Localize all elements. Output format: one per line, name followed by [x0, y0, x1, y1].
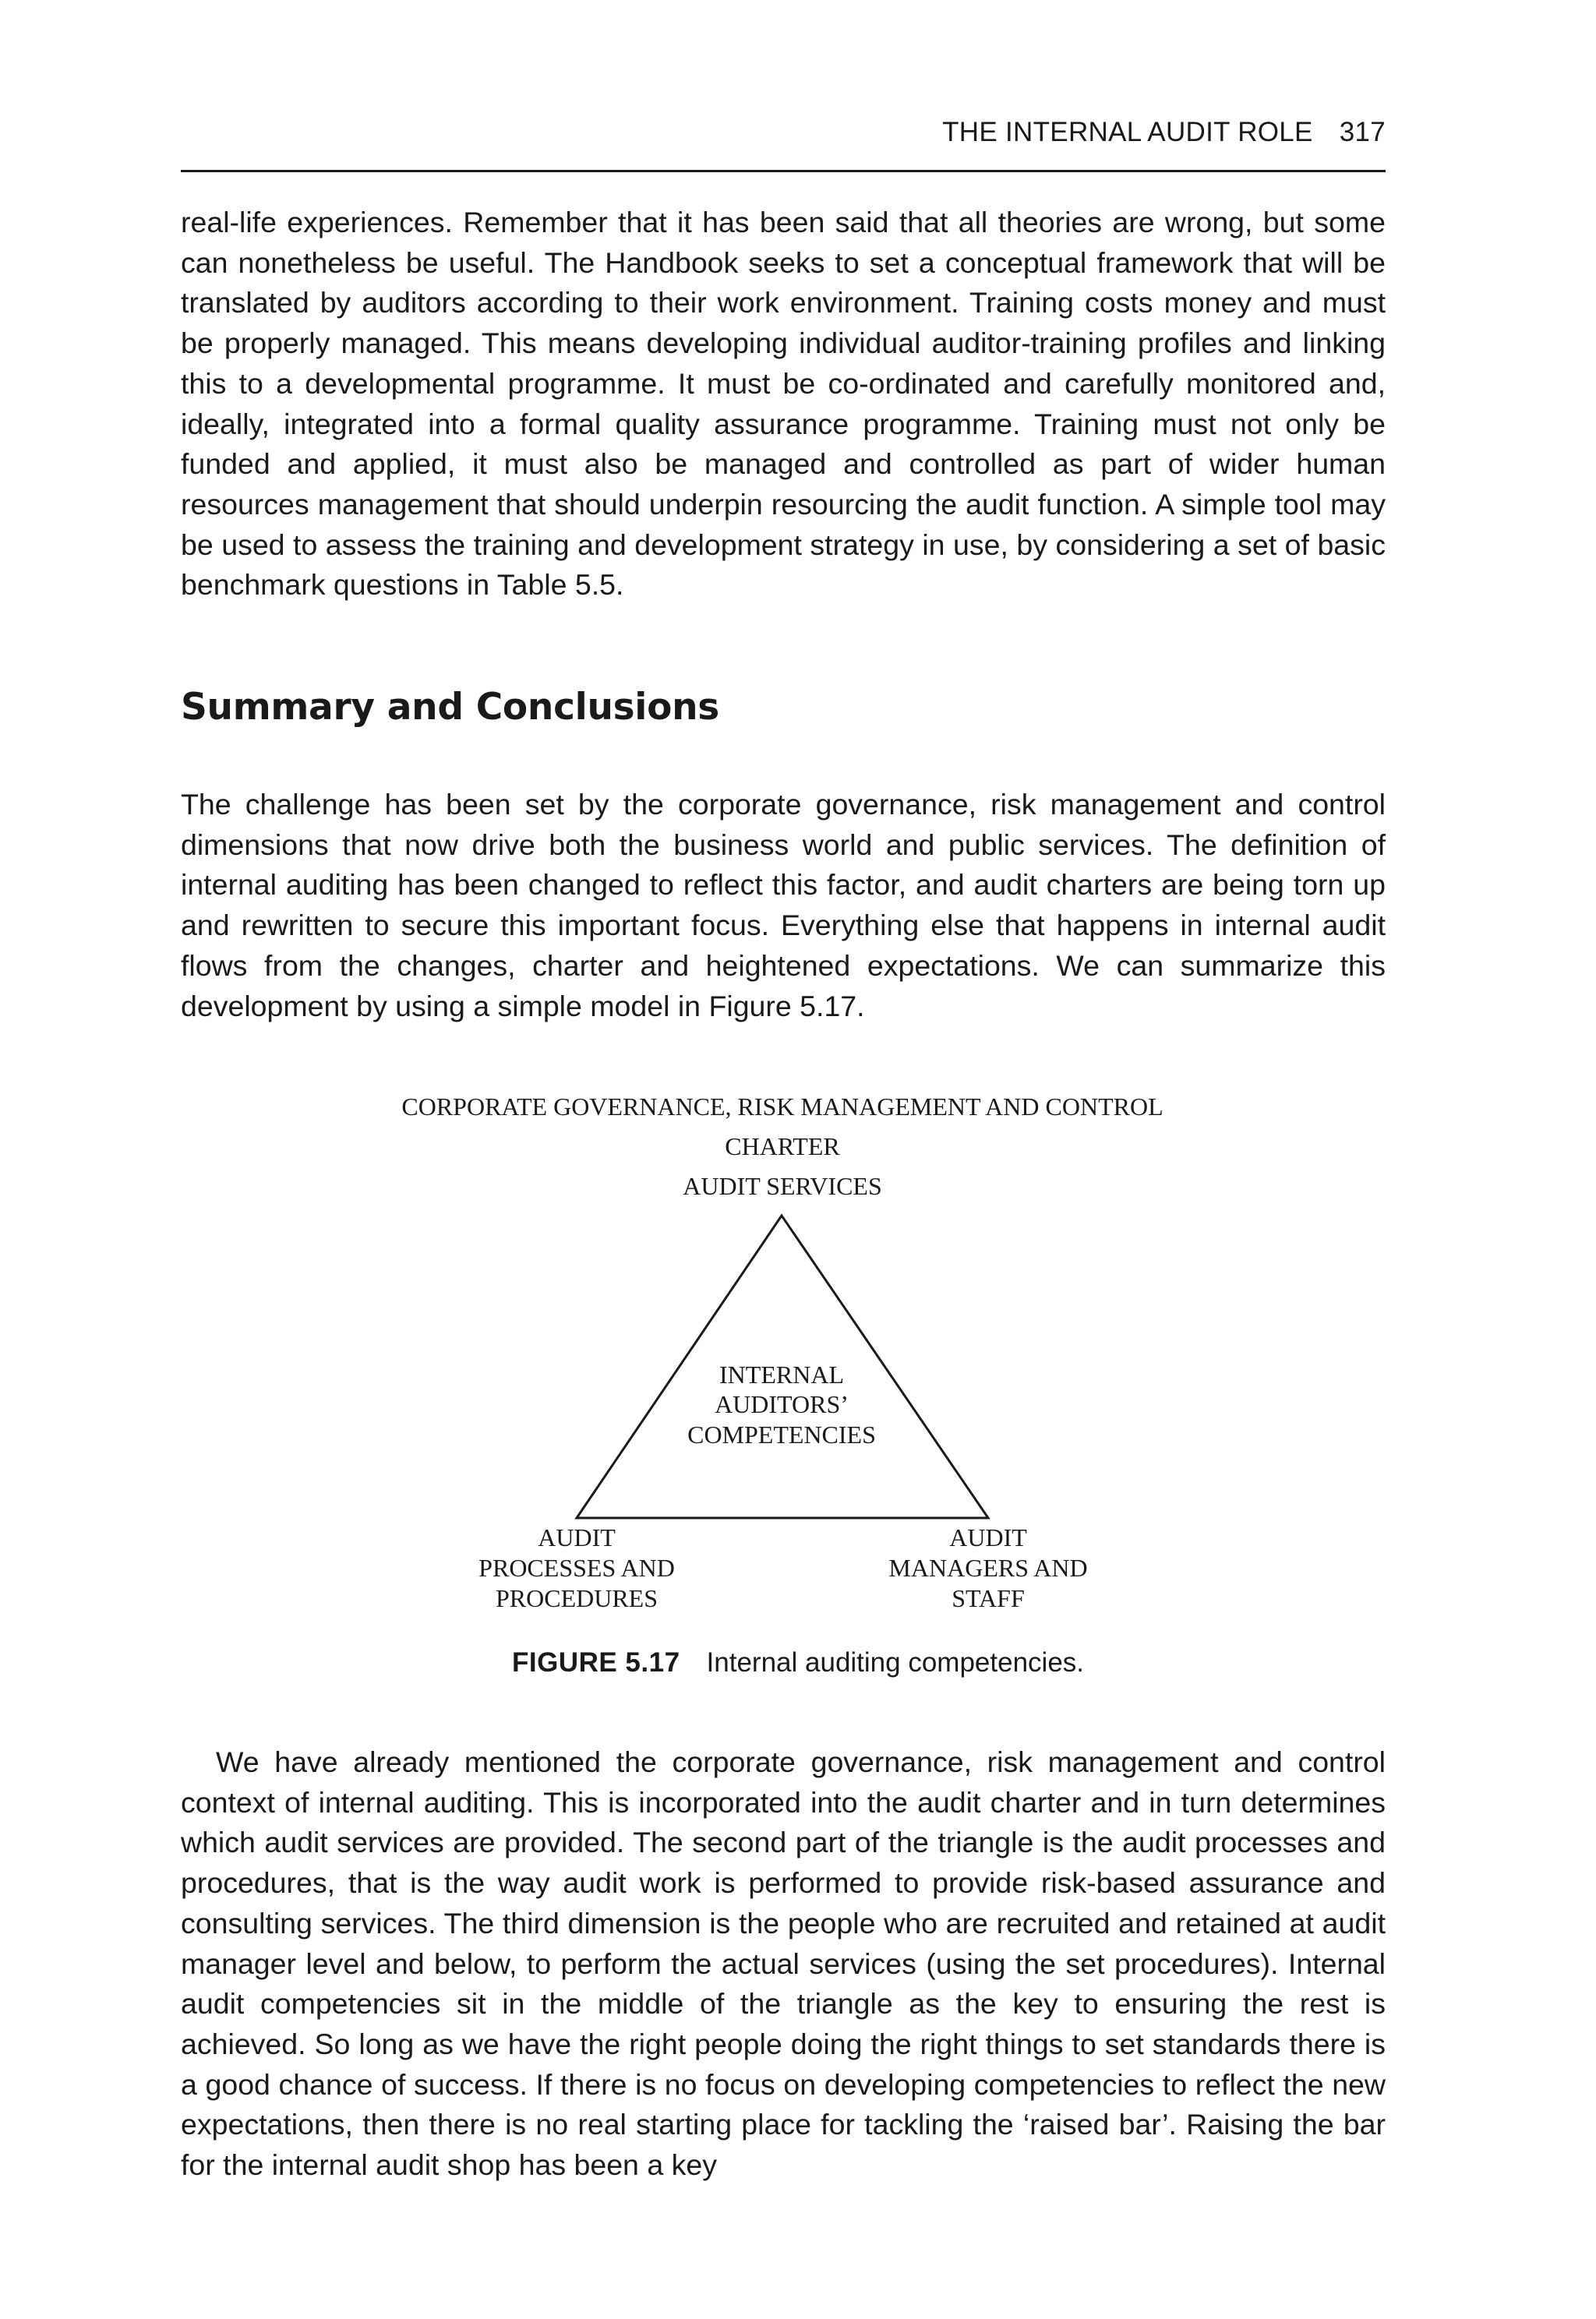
caption-label: FIGURE 5.17: [511, 1647, 680, 1678]
section-heading: Summary and Conclusions: [181, 686, 719, 729]
figure-caption: [0, 1647, 1596, 1678]
figure-bottom-right-line-2: MANAGERS AND: [888, 1554, 1088, 1582]
triangle-shape: [577, 1216, 988, 1518]
figure-center-line-3: COMPETENCIES: [687, 1421, 876, 1449]
figure-center-line-1: INTERNAL: [719, 1361, 844, 1389]
caption-text: Internal auditing competencies.: [706, 1647, 1085, 1678]
figure-top-label-3: AUDIT SERVICES: [683, 1172, 882, 1200]
figure-bottom-left-line-1: AUDIT: [538, 1523, 616, 1551]
figure-top-label-2: CHARTER: [725, 1132, 840, 1160]
figure-top-label-1: CORPORATE GOVERNANCE, RISK MANAGEMENT AND CONTROL: [401, 1092, 1163, 1121]
figure-bottom-left-line-3: PROCEDURES: [495, 1584, 659, 1612]
page-number: 317: [1339, 117, 1386, 147]
running-head: [181, 117, 1386, 172]
body-paragraph-2: The challenge has been set by the corporate governance, risk management and control dimensions that now drive both the business world and public services. The definition of internal auditing has been changed to reflect this factor, and audit charters are being torn up and rewritten to secure this important focus. Everything else that happens in internal audit flows from the changes, charter and heightened expectations. We can summarize this development by using a simple model in Figure 5.17.: [181, 788, 1386, 1022]
figure-center-line-2: AUDITORS’: [715, 1390, 849, 1418]
body-paragraph-1: real-life experiences. Remember that it has been said that all theories are wrong, but some can nonetheless be useful. The Handbook seeks to set a conceptual framework that will be translated by auditors according to their work environment. Training costs money and must be properly managed. This means developing individual auditor-training profiles and linking this to a developmental programme. It must be co-ordinated and carefully monitored and, ideally, integrated into a formal quality assurance programme. Training must not only be funded and applied, it must also be managed and controlled as part of wider human resources management that should underpin resourcing the audit function. A simple tool may be used to assess the training and development strategy in use, by considering a set of basic benchmark questions in Table 5.5.: [181, 206, 1386, 602]
running-title: THE INTERNAL AUDIT ROLE: [942, 117, 1313, 147]
figure-bottom-left-line-2: PROCESSES AND: [478, 1554, 675, 1582]
figure-bottom-right-line-3: STAFF: [952, 1584, 1025, 1612]
figure-bottom-right-line-1: AUDIT: [949, 1523, 1027, 1551]
body-paragraph-3: We have already mentioned the corporate governance, risk management and control context of internal auditing. This is incorporated into the audit charter and in turn determines which audit services are provided. The second part of the triangle is the audit processes and procedures, that is the way audit work is performed to provide risk-based assurance and consulting services. The third dimension is the people who are recruited and retained at audit manager level and below, to perform the actual services (using the set procedures). Internal audit competencies sit in the middle of the triangle as the key to ensuring the rest is achieved. So long as we have the right people doing the right things to set standards there is a good chance of success. If there is no focus on developing competencies to reflect the new expectations, then there is no real starting place for tackling the ‘raised bar’. Raising the bar for the internal audit shop has been a key: [181, 1745, 1386, 2182]
